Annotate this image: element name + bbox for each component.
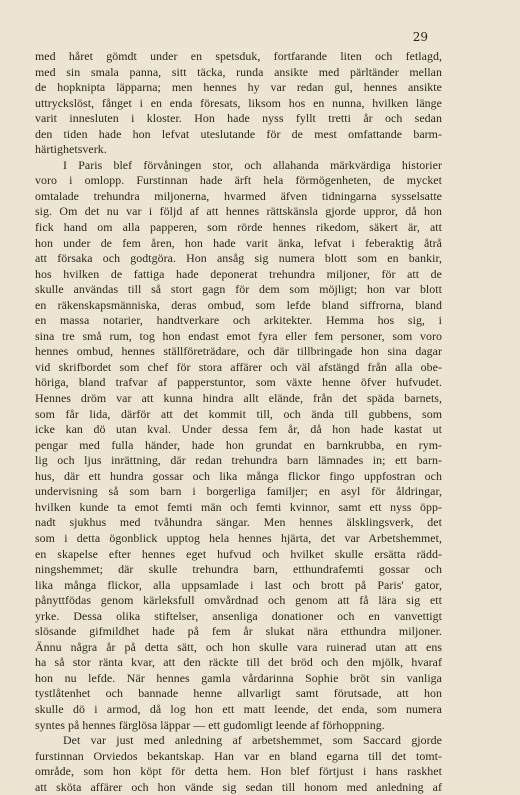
- page-number: 29: [412, 30, 428, 44]
- text-line: höriga, bland trafvar af papperstuntor, som växte henne öfver hufvudet.: [35, 375, 442, 390]
- text-line: område, som hon köpt för detta hem. Hon blef förtjust i hans raskhet: [35, 764, 442, 779]
- text-line: slösande gifmildhet hade på fem år slukat nära etthundra miljoner.: [35, 624, 442, 639]
- text-line: att försaka och godtgöra. Hon ansåg sig numera blott som en bankir,: [35, 251, 442, 266]
- text-line: sig. Om det nu var i följd af att hennes rättskänsla gjorde uppror, då hon: [35, 204, 442, 219]
- text-line: som i detta ögonblick upptog hela hennes hjärta, det var Arbetshemmet,: [35, 530, 442, 545]
- text-line: tystlåtenhet och bannade henne allvarligt samt förutsade, att hon: [35, 686, 442, 701]
- text-line: de hopknipta läpparna; men hennes hy var redan gul, hennes ansikte: [35, 80, 442, 95]
- text-line: Det var just med anledning af arbetshemmet, som Saccard gjorde: [63, 733, 442, 748]
- text-line: skulle dö i armod, då log hon ett matt leende, det enda, som numera: [35, 701, 442, 716]
- text-line: omtalade trehundra miljonerna, hvarmed äfven tidningarna sysselsatte: [35, 188, 442, 203]
- text-line: hvilken kunde ta emot femti män och femti kvinnor, samt ett nyss öpp-: [35, 499, 442, 514]
- text-line: lig och ljus inrättning, där redan trehundra barn lämnades in; ett barn-: [35, 453, 442, 468]
- text-line: uttryckslöst, fånget i en enda föresats, liksom hos en nunna, hvilken länge: [35, 95, 442, 110]
- text-line: med sin smala panna, sitt täcka, runda ansikte med pärltänder mellan: [35, 64, 442, 79]
- text-line: en räkenskapsmänniska, deras ombud, som lefde bland siffrorna, bland: [35, 297, 442, 312]
- text-line: med håret gömdt under en spetsduk, fortfarande liten och fetlagd,: [35, 49, 442, 63]
- text-line: ha så stor ränta kvar, att den räckte till det bröd och den mjölk, hvaraf: [35, 655, 442, 670]
- text-line: härtighetsverk.: [35, 142, 107, 157]
- text-line: skulle användas till så stort gagn för dem som möjligt; hon var blott: [35, 282, 442, 297]
- text-line: yrke. Dessa olika stiftelser, ansenliga donationer och en vanvettigt: [35, 608, 442, 623]
- text-line: pengar med fulla händer, hade hon grundat en barnkrubba, en rym-: [35, 437, 442, 452]
- text-line: I Paris blef förvåningen stor, och allahanda märkvärdiga historier: [63, 157, 442, 172]
- text-line: ningshemmet; där skulle trehundra barn, etthundrafemti gossar och: [35, 562, 442, 577]
- body-text: [35, 49, 442, 795]
- text-line: varit innesluten i kloster. Hon hade nyss fyllt tretti år och sedan: [35, 111, 442, 126]
- text-line: undervisning så som barn i borgerliga familjer; en asyl för åldringar,: [35, 484, 442, 499]
- text-line: syntes på hennes färglösa läppar — ett gudomligt leende af förhoppning.: [35, 717, 385, 732]
- text-line: fick hand om alla papperen, som rörde hennes rikedom, säkert är, att: [35, 220, 442, 235]
- text-line: hon nu lefde. När hennes gamla vårdarinna Sophie bröt sin vanliga: [35, 670, 442, 685]
- text-line: hennes ombud, hennes ställföreträdare, och där tillbringade hon sina dagar: [35, 344, 442, 359]
- text-line: icke kan dö utan kval. Under dessa fem år, då hon hade kastat ut: [35, 422, 442, 437]
- text-line: hus, där ett hundra gossar och lika många flickor fingo uppfostran och: [35, 468, 442, 483]
- text-line: att sköta affärer och hon vände sig sedan till honom med anledning af: [35, 779, 442, 794]
- text-line: den tiden hade hon lefvat uteslutande för de mest omfattande barm-: [35, 126, 442, 141]
- text-line: pånyttfödas genom kärleksfull omvårdnad och genom att få lära sig ett: [35, 593, 442, 608]
- text-line: som får lida, därför att det kommit till, och ända till gubbens, som: [35, 406, 442, 421]
- text-line: voro i omlopp. Furstinnan hade ärft hela förmögenheten, de mycket: [35, 173, 442, 188]
- text-line: hos hvilken de fattiga hade deponerat trehundra miljoner, för att de: [35, 266, 442, 281]
- text-line: nadt sjukhus med tvåhundra sängar. Men hennes älsklingsverk, det: [35, 515, 442, 530]
- text-line: furstinnan Orviedos bekantskap. Han var en bland egarna till det tomt-: [35, 748, 442, 763]
- text-line: sina tre små rum, tog hon endast emot fyra eller fem personer, som voro: [35, 328, 442, 343]
- text-line: lika många flickor, alla uppsamlade i last och brott på Paris' gator,: [35, 577, 442, 592]
- text-line: hon under de fem åren, hon hade varit änka, lefvat i feberaktig åtrå: [35, 235, 442, 250]
- text-line: Hennes dröm var att kunna hindra allt elände, från det späda barnets,: [35, 391, 442, 406]
- text-line: en massa notarier, handtverkare och arkitekter. Hemma hos sig, i: [35, 313, 442, 328]
- text-line: Ännu några år på detta sätt, och hon skulle vara ruinerad utan att ens: [35, 639, 442, 654]
- text-line: en skapelse efter hennes eget hufvud och hvilket skulle ersätta rädd-: [35, 546, 442, 561]
- text-line: vid skrifbordet som chef för stora affärer och väl afstängd från alla obe-: [35, 359, 442, 374]
